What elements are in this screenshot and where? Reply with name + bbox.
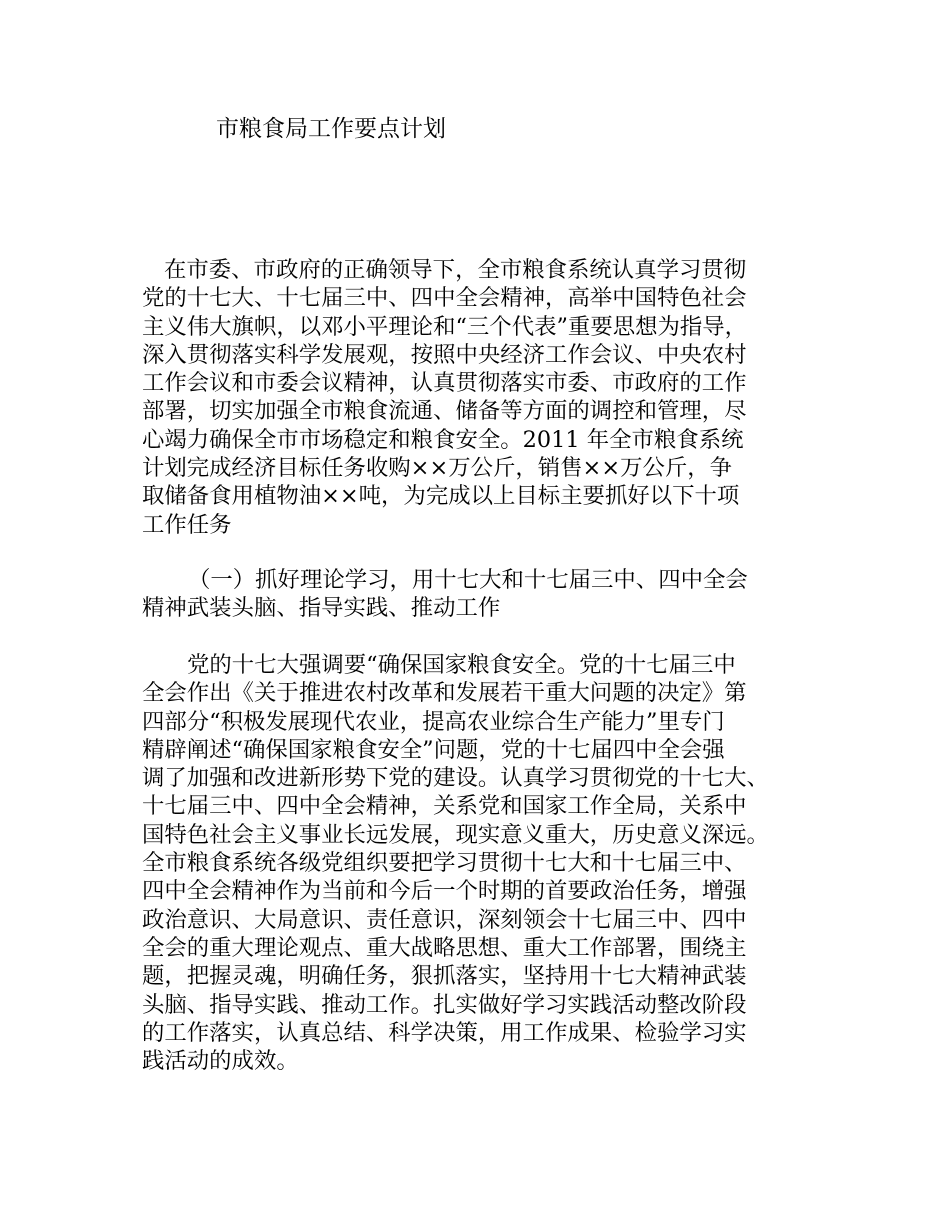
paragraph-line: 全会作出《关于推进农村改革和发展若干重大问题的决定》第 — [142, 680, 747, 707]
paragraph-line: 精辟阐述“确保国家粮食安全”问题，党的十七届四中全会强 — [142, 736, 725, 763]
paragraph-line: 题，把握灵魂，明确任务，狠抓落实，坚持用十七大精神武装 — [142, 963, 747, 990]
paragraph-line: 党的十七大、十七届三中、四中全会精神，高举中国特色社会 — [142, 285, 747, 312]
paragraph-line: 践活动的成效。 — [142, 1048, 299, 1075]
document-title: 市粮食局工作要点计划 — [216, 116, 446, 142]
paragraph-line: 四部分“积极发展现代农业，提高农业综合生产能力”里专门 — [142, 708, 725, 735]
paragraph-line: 十七届三中、四中全会精神，关系党和国家工作全局，关系中 — [142, 793, 747, 820]
paragraph-line: 四中全会精神作为当前和今后一个时期的首要政治任务，增强 — [142, 878, 747, 905]
paragraph-line: 的工作落实，认真总结、科学决策，用工作成果、检验学习实 — [142, 1019, 747, 1046]
paragraph-line: 心竭力确保全市市场稳定和粮食安全。2011 年全市粮食系统 — [142, 426, 744, 453]
paragraph-line: 工作会议和市委会议精神，认真贯彻落实市委、市政府的工作 — [142, 370, 747, 397]
paragraph-line: 计划完成经济目标任务收购××万公斤，销售××万公斤，争 — [142, 455, 733, 482]
paragraph-line: 主义伟大旗帜，以邓小平理论和“三个代表”重要思想为指导， — [142, 313, 748, 340]
paragraph-line: 在市委、市政府的正确领导下，全市粮食系统认真学习贯彻 — [164, 257, 747, 283]
paragraph-line: 深入贯彻落实科学发展观，按照中央经济工作会议、中央农村 — [142, 341, 747, 368]
paragraph-line: 头脑、指导实践、推动工作。扎实做好学习实践活动整改阶段 — [142, 991, 747, 1018]
paragraph-line: 政治意识、大局意识、责任意识，深刻领会十七届三中、四中 — [142, 906, 747, 933]
paragraph-body — [142, 651, 832, 1075]
paragraph-line: 全市粮食系统各级党组织要把学习贯彻十七大和十七届三中、 — [142, 850, 747, 877]
paragraph-line: 党的十七大强调要“确保国家粮食安全。党的十七届三中 — [187, 652, 736, 678]
paragraph-line: 全会的重大理论观点、重大战略思想、重大工作部署，围绕主 — [142, 934, 747, 961]
heading-line: 精神武装头脑、指导实践、推动工作 — [142, 595, 501, 622]
paragraph-line: 取储备食用植物油××吨，为完成以上目标主要抓好以下十项 — [142, 483, 740, 510]
paragraph-line: 部署，切实加强全市粮食流通、储备等方面的调控和管理，尽 — [142, 398, 747, 425]
paragraph-intro — [142, 256, 832, 539]
paragraph-line: 调了加强和改进新形势下党的建设。认真学习贯彻党的十七大、 — [142, 765, 769, 792]
heading-line: （一）抓好理论学习，用十七大和十七届三中、四中全会 — [188, 567, 748, 593]
paragraph-line: 工作任务 — [142, 511, 232, 538]
section-heading-1 — [142, 566, 832, 623]
paragraph-line: 国特色社会主义事业长远发展，现实意义重大，历史意义深远。 — [142, 821, 769, 848]
